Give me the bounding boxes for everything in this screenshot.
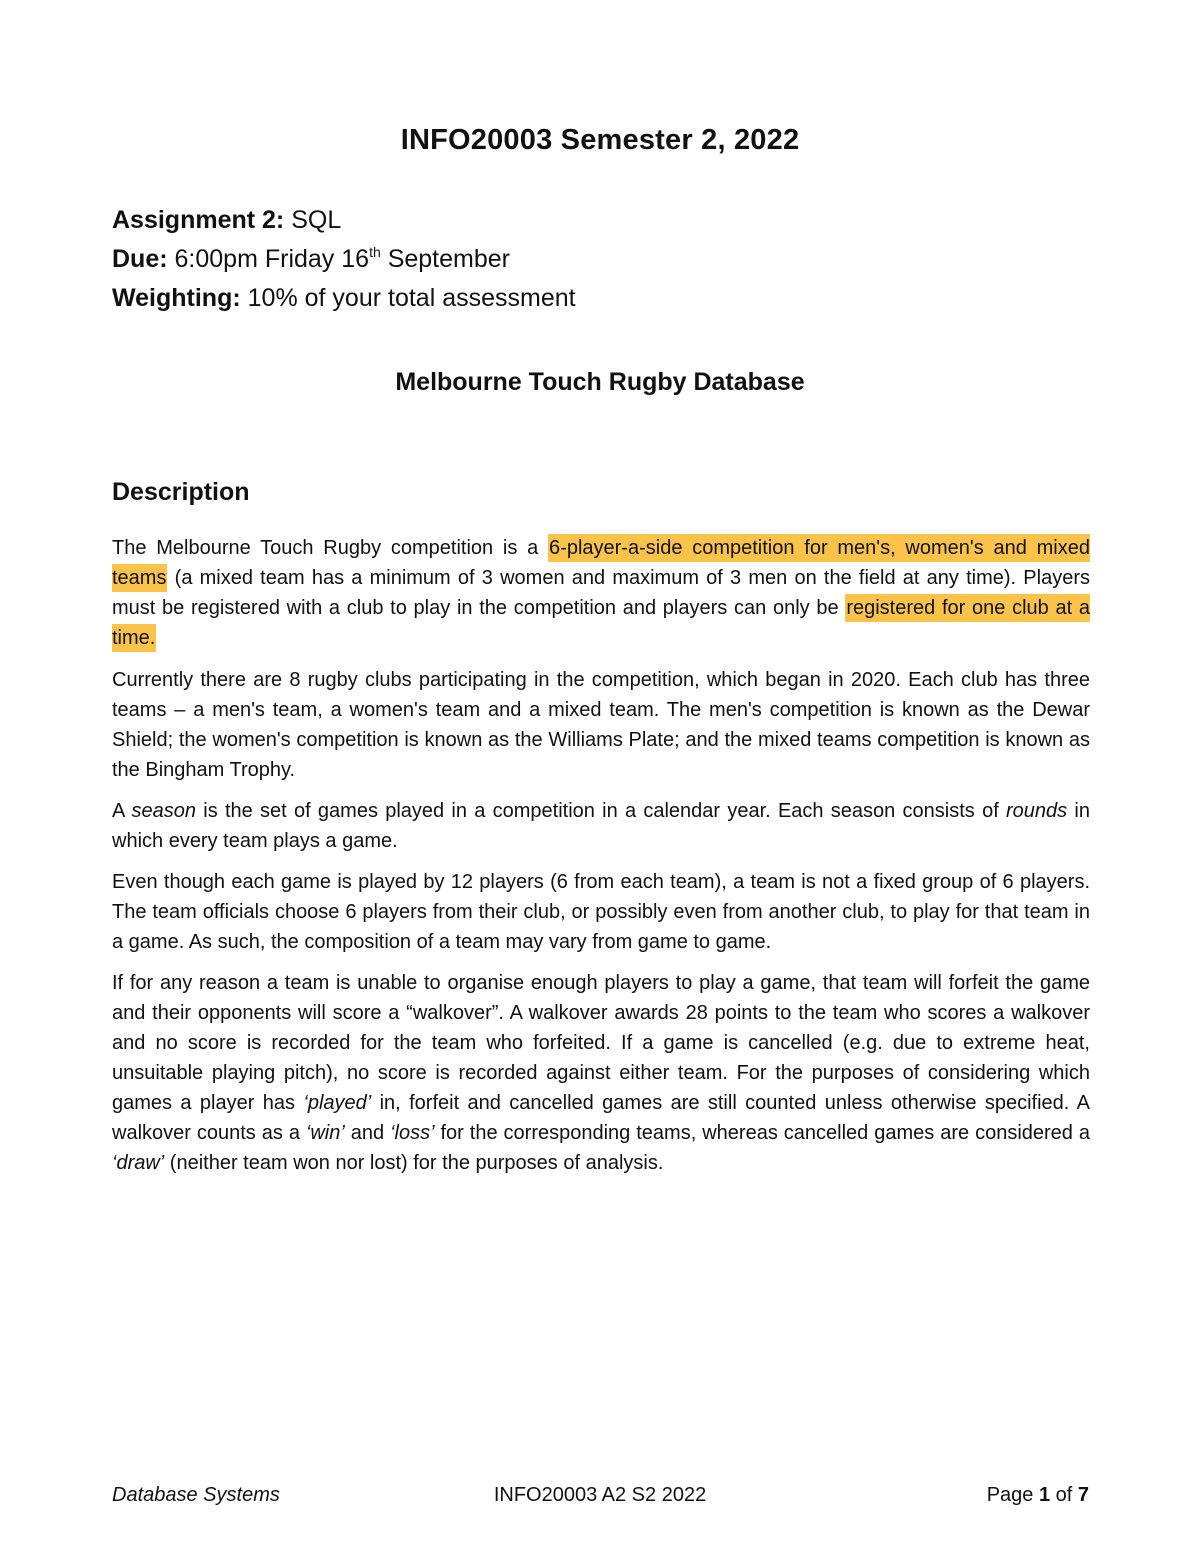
section-heading: Description — [112, 478, 250, 506]
paragraph-clubs: Currently there are 8 rugby clubs participating in the competition, which began in 2020. Each club has three teams – a men's team, a women's team and a mixed team. The men's competition is known as the Dewar Shield; the women's competition is known as the Williams Plate; and the mixed teams competition is known as the Bingham Trophy. — [112, 669, 1090, 781]
emphasis-text: ‘played’ — [303, 1092, 372, 1114]
paragraph-text: (neither team won nor lost) for the purposes of analysis. — [164, 1152, 664, 1174]
paragraph-text: for the corresponding teams, whereas cancelled games are considered a — [434, 1122, 1090, 1144]
paragraph-text: (a mixed team has a minimum of 3 women and maximum of 3 men on the field at any time). Players must be registered with a club to play in the competition and players can only be — [112, 567, 1090, 619]
paragraph-competition — [112, 533, 1090, 653]
due-month: September — [387, 245, 510, 273]
footer-document-code: INFO20003 A2 S2 2022 — [493, 1484, 707, 1506]
page-total: 7 — [1077, 1484, 1089, 1506]
paragraph-text: and — [344, 1122, 391, 1144]
paragraph-text: A — [112, 800, 132, 822]
paragraph-text: in which every team plays a game. — [112, 800, 1090, 852]
paragraph-text: is the set of games played in a competition in a calendar year. Each season consists of — [196, 800, 1007, 822]
footer-course-name: Database Systems — [112, 1484, 280, 1506]
highlighted-text: 6-player-a-side competition for men's, women's and mixed teams — [112, 534, 1090, 592]
emphasis-text: season — [131, 800, 196, 822]
footer-page-number — [987, 1484, 1089, 1507]
emphasis-text: ‘win’ — [305, 1122, 345, 1144]
document-subtitle: Melbourne Touch Rugby Database — [395, 368, 805, 396]
paragraph-team-composition: Even though each game is played by 12 players (6 from each team), a team is not a fixed group of 6 players. The team officials choose 6 players from their club, or possibly even from another club, to play for that team in a game. As such, the composition of a team may vary from game to game. — [112, 871, 1090, 953]
paragraph-text: If for any reason a team is unable to organise enough players to play a game, that team will forfeit the game and their opponents will score a “walkover”. A walkover awards 28 points to the team who scores a walkover and no score is recorded for the team who forfeited. If a game is cancelled (e.g. due to extreme heat, unsuitable playing pitch), no score is recorded against either team. For the purposes of considering which games a player has — [112, 972, 1090, 1114]
due-value — [175, 245, 510, 273]
due-label: Due: — [112, 245, 168, 273]
page-prefix: Page — [986, 1484, 1039, 1506]
due-date-text: 6:00pm Friday 16 — [174, 245, 370, 273]
weighting-value: 10% of your total assessment — [247, 284, 576, 312]
paragraph-text: The Melbourne Touch Rugby competition is a — [112, 537, 549, 559]
weighting-line — [112, 283, 576, 313]
assignment-label: Assignment 2: — [112, 206, 285, 234]
emphasis-text: ‘draw’ — [112, 1152, 165, 1174]
paragraph-season — [112, 796, 1090, 856]
paragraph-text: in, forfeit and cancelled games are still counted unless otherwise specified. A walkover counts as a — [112, 1092, 1090, 1144]
assignment-line — [112, 205, 341, 235]
page-of: of — [1050, 1484, 1078, 1506]
emphasis-text: rounds — [1006, 800, 1068, 822]
weighting-label: Weighting: — [112, 284, 241, 312]
due-line — [112, 244, 510, 274]
paragraph-walkover — [112, 968, 1090, 1178]
due-date-ordinal: th — [369, 244, 381, 260]
highlighted-text: registered for one club at a time. — [112, 594, 1090, 652]
assignment-value: SQL — [291, 206, 342, 234]
page-current: 1 — [1038, 1484, 1051, 1506]
document-title: INFO20003 Semester 2, 2022 — [400, 124, 800, 156]
emphasis-text: ‘loss’ — [390, 1122, 435, 1144]
